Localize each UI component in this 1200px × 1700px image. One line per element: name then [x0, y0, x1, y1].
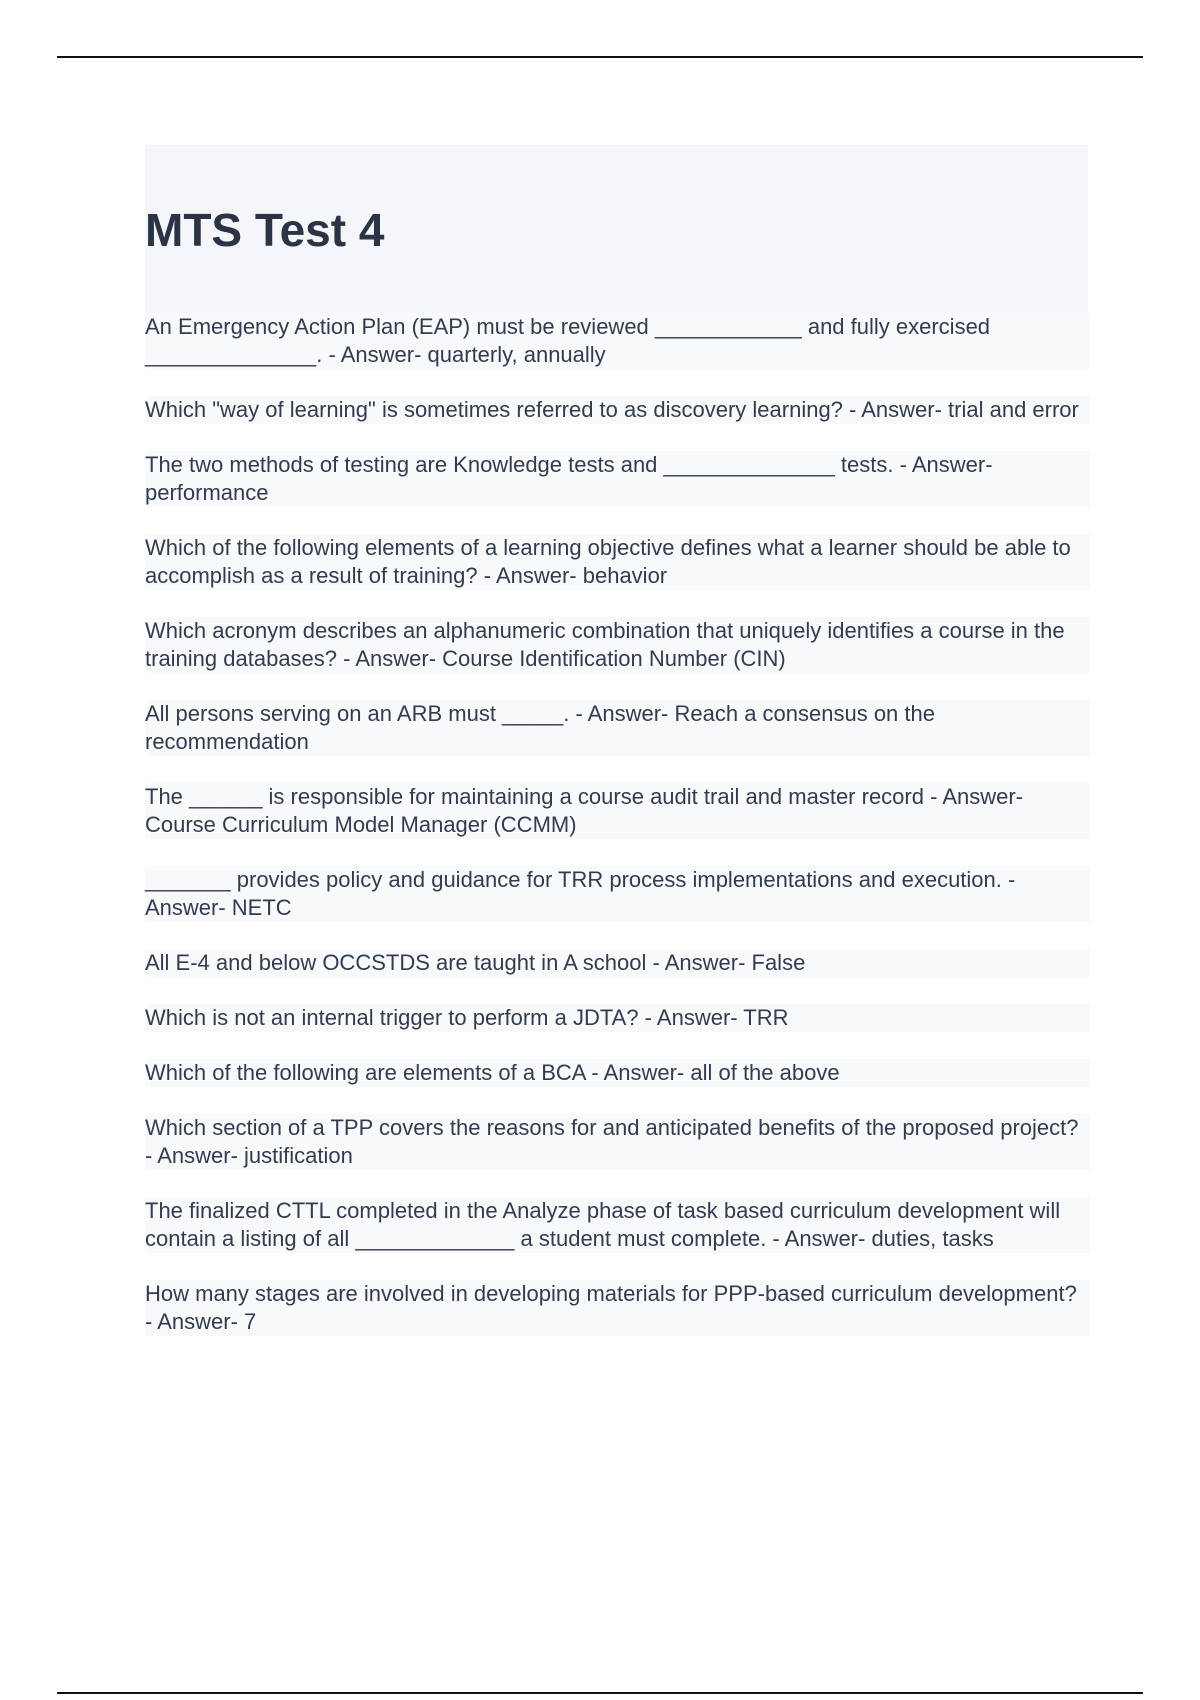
- qa-item: The two methods of testing are Knowledge tests and ______________ tests. - Answer- performance: [145, 451, 1090, 507]
- top-divider: [57, 56, 1143, 58]
- qa-item: All persons serving on an ARB must _____. - Answer- Reach a consensus on the recommendation: [145, 700, 1090, 756]
- qa-item: All E-4 and below OCCSTDS are taught in A school - Answer- False: [145, 949, 1090, 977]
- qa-item: Which of the following elements of a learning objective defines what a learner should be able to accomplish as a result of training? - Answer- behavior: [145, 534, 1090, 590]
- bottom-divider: [57, 1692, 1143, 1694]
- page-title: MTS Test 4: [145, 204, 385, 256]
- qa-item: _______ provides policy and guidance for TRR process implementations and execution. - Answer- NETC: [145, 866, 1090, 922]
- qa-item: The ______ is responsible for maintaining a course audit trail and master record - Answer- Course Curriculum Model Manager (CCMM): [145, 783, 1090, 839]
- qa-item: Which is not an internal trigger to perform a JDTA? - Answer- TRR: [145, 1004, 1090, 1032]
- qa-item: Which section of a TPP covers the reasons for and anticipated benefits of the proposed project? - Answer- justification: [145, 1114, 1090, 1170]
- qa-item: The finalized CTTL completed in the Analyze phase of task based curriculum development will contain a listing of all _____________ a student must complete. - Answer- duties, tasks: [145, 1197, 1090, 1253]
- qa-item: How many stages are involved in developing materials for PPP-based curriculum development? - Answer- 7: [145, 1280, 1090, 1336]
- qa-list: [145, 313, 1090, 1363]
- qa-item: Which of the following are elements of a BCA - Answer- all of the above: [145, 1059, 1090, 1087]
- qa-item: An Emergency Action Plan (EAP) must be reviewed ____________ and fully exercised ______________. - Answer- quarterly, annually: [145, 313, 1090, 369]
- qa-item: Which "way of learning" is sometimes referred to as discovery learning? - Answer- trial and error: [145, 396, 1090, 424]
- qa-item: Which acronym describes an alphanumeric combination that uniquely identifies a course in the training databases? - Answer- Course Identification Number (CIN): [145, 617, 1090, 673]
